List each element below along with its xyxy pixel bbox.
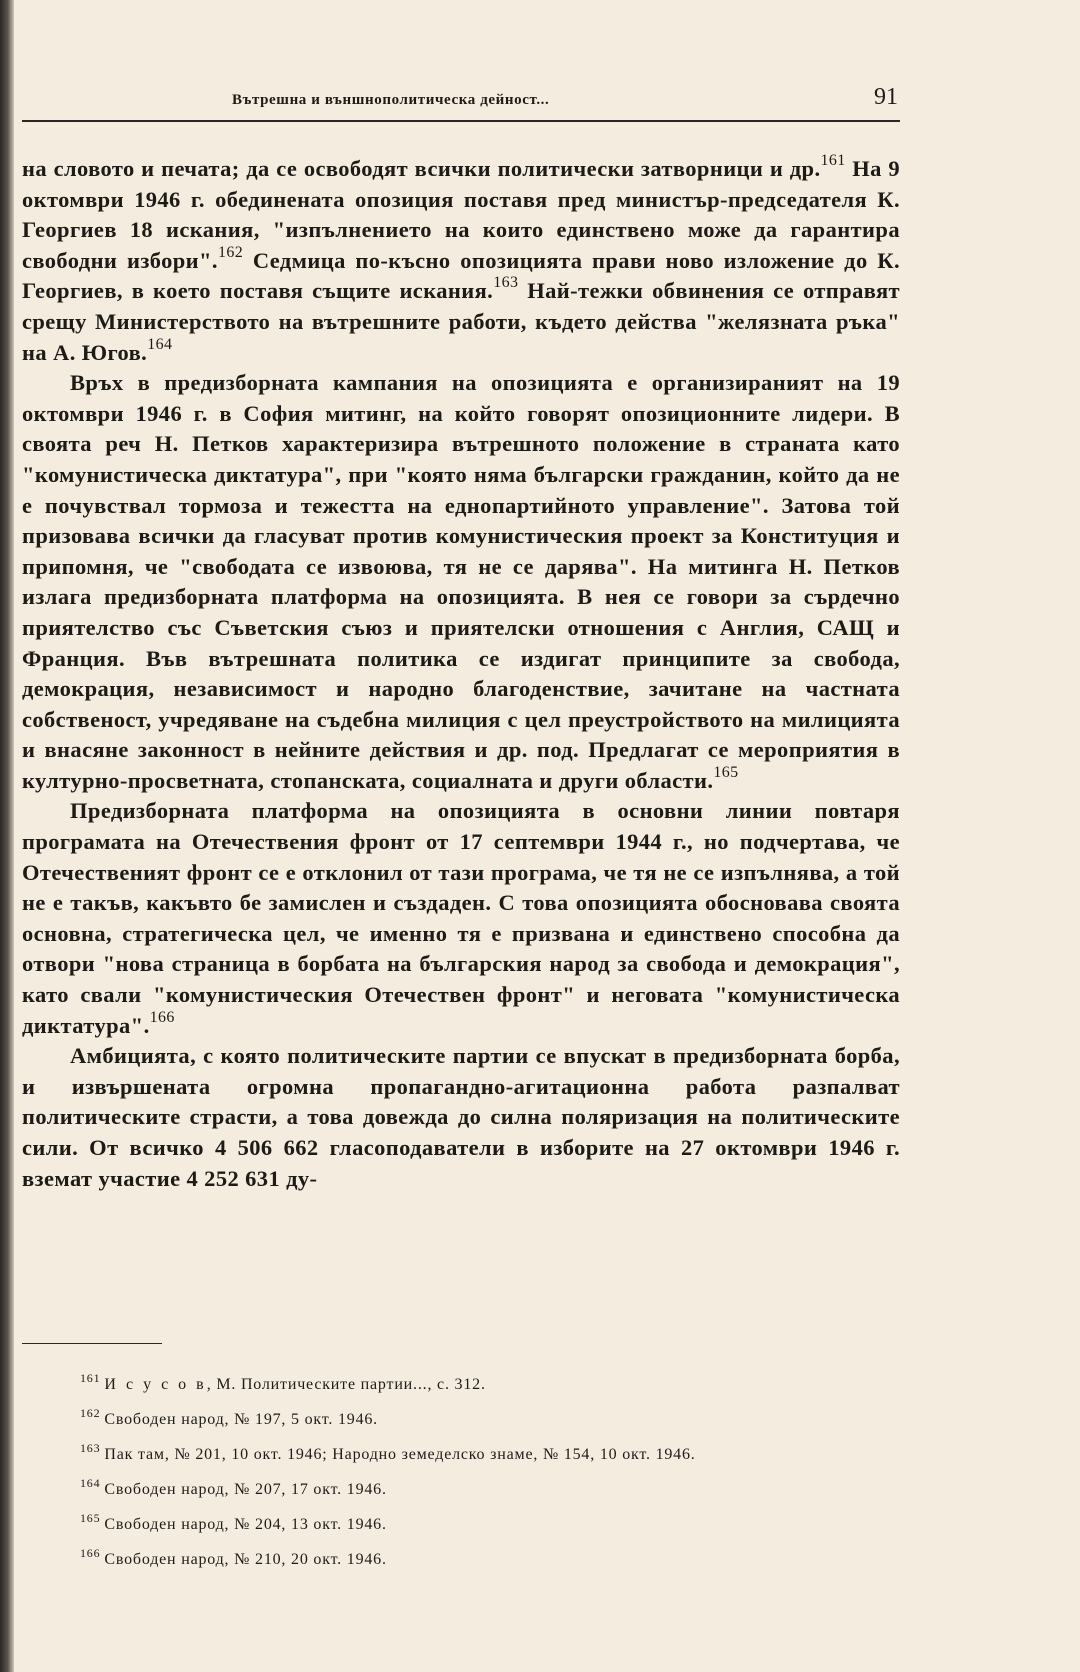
footnote-ref-166: 166 bbox=[149, 1008, 175, 1026]
footnote-166 bbox=[80, 1539, 920, 1574]
text-run: на словото и печата; да се освободят всички политически затворници и др. bbox=[22, 156, 821, 181]
footnote-author: И с у с о в bbox=[104, 1376, 207, 1393]
footnote-number: 165 bbox=[80, 1511, 101, 1525]
paragraph-4 bbox=[22, 1041, 900, 1194]
text-run: На 9 октомври 1946 г. обединената опозиция поставя пред министър-председателя К. Георгиев 18 искания, "изпълнението на които единствено може да гарантира свободни избори". bbox=[22, 156, 900, 273]
page-header bbox=[22, 78, 900, 122]
running-head: Вътрешна и външнополитическа дейност... bbox=[232, 92, 550, 108]
footnote-text: Свободен народ, № 210, 20 окт. 1946. bbox=[104, 1551, 387, 1568]
footnote-number: 161 bbox=[80, 1371, 101, 1385]
footnote-text: Свободен народ, № 207, 17 окт. 1946. bbox=[104, 1481, 387, 1498]
text-run: Седмица по-късно опозицията прави ново изложение до К. Георгиев, в което поставя същите искания. bbox=[22, 247, 900, 304]
footnote-divider bbox=[22, 1343, 162, 1344]
footnote-162 bbox=[80, 1399, 920, 1434]
paragraph-3 bbox=[22, 796, 900, 1041]
footnotes bbox=[80, 1364, 920, 1574]
footnote-164 bbox=[80, 1469, 920, 1504]
paragraph-1 bbox=[22, 154, 900, 368]
footnote-ref-162: 162 bbox=[217, 243, 244, 261]
footnote-ref-164: 164 bbox=[147, 335, 173, 353]
book-spine-shadow bbox=[0, 0, 14, 1672]
main-text bbox=[22, 154, 900, 1194]
footnote-number: 162 bbox=[80, 1406, 101, 1420]
text-run: Най-тежки обвинения се отправят срещу Министерството на вътрешните работи, където действа "желязната ръка" на А. Югов. bbox=[22, 278, 901, 365]
footnote-number: 166 bbox=[80, 1546, 101, 1560]
text-run: Амбицията, с която политическите партии се впускат в предизборната борба, и извършената огромна пропагандно-агитационна работа разпалват политическите страсти, а това довежда до силна поляризация на политическите сили. От всичко 4 506 662 гласоподаватели в изборите на 27 октомври 1946 г. вземат участие 4 252 631 ду- bbox=[22, 1043, 900, 1191]
footnote-ref-161: 161 bbox=[820, 152, 846, 169]
footnote-161 bbox=[80, 1364, 920, 1399]
text-run: Предизборната платформа на опозицията в основни линии повтаря програмата на Отечествения фронт от 17 септември 1944 г., но подчертава, че Отечественият фронт се е отклонил от тази програма, че тя не се изпълнява, а той не е такъв, какъвто бе замислен и създаден. С това опозицията обосновава своята основна, стратегическа цел, че именно тя е призвана и единствено способна да отвори "нова страница в борбата на българския народ за свобода и демокрация", като свали "комунистическия Отечествен фронт" и неговата "комунистическа диктатура". bbox=[22, 798, 900, 1038]
footnote-text: Свободен народ, № 197, 5 окт. 1946. bbox=[104, 1411, 378, 1428]
footnote-number: 164 bbox=[80, 1476, 101, 1490]
footnote-text: , М. Политическите партии..., с. 312. bbox=[206, 1376, 486, 1393]
page-number: 91 bbox=[874, 84, 898, 110]
footnote-165 bbox=[80, 1504, 920, 1539]
footnote-ref-165: 165 bbox=[713, 763, 739, 781]
text-run: Връх в предизборната кампания на опозицията е организираният на 19 октомври 1946 г. в София митинг, на който говорят опозиционните лидери. В своята реч Н. Петков характеризира вътрешното положение в страната като "комунистическа диктатура", при "която няма български гражданин, който да не е почувствал тормоза и тежестта на еднопартийното управление". Затова той призовава всички да гласуват против комунистическия проект за Конституция и припомня, че "свободата се извоюва, тя не се дарява". На митинга Н. Петков излага предизборната платформа на опозицията. В нея се говори за сърдечно приятелство със Съветския съюз и приятелски отношения с Англия, САЩ и Франция. Във вътрешната политика се издигат принципите за свобода, демокрация, независимост и народно благоденствие, зачитане на частната собственост, учредяване на съдебна милиция с цел преустройството на милицията и внасяне законност в нейните действия и др. под. Предлагат се мероприятия в културно-просветната, стопанската, социалната и други области. bbox=[22, 370, 900, 793]
footnote-text: Свободен народ, № 204, 13 окт. 1946. bbox=[104, 1516, 387, 1533]
paragraph-2 bbox=[22, 368, 900, 796]
footnote-number: 163 bbox=[80, 1441, 101, 1455]
footnote-text: Пак там, № 201, 10 окт. 1946; Народно земеделско знаме, № 154, 10 окт. 1946. bbox=[104, 1446, 696, 1463]
footnote-163 bbox=[80, 1434, 920, 1469]
footnote-ref-163: 163 bbox=[493, 274, 519, 292]
